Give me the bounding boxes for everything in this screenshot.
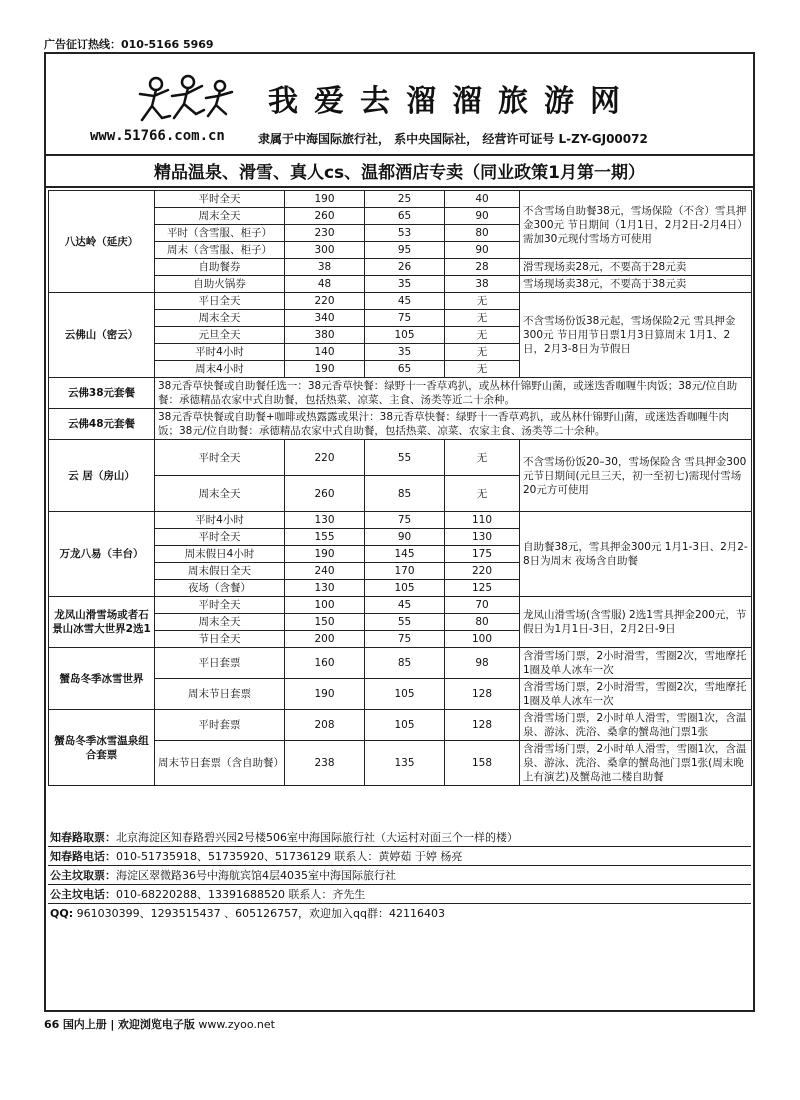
price-cell: 无 [445, 440, 520, 476]
price-cell: 90 [445, 242, 520, 259]
ticket-type: 周末全天 [155, 310, 285, 327]
price-cell: 75 [365, 512, 445, 529]
ticket-type: 平时全天 [155, 191, 285, 208]
page-number: 66 [44, 1018, 60, 1031]
price-cell: 85 [365, 476, 445, 512]
contact-label: 公主坟取票： [50, 869, 116, 882]
price-cell: 38 [445, 276, 520, 293]
table-row [49, 276, 752, 293]
price-cell: 35 [365, 344, 445, 361]
price-cell: 170 [365, 563, 445, 580]
ticket-type: 平时全天 [155, 597, 285, 614]
ticket-type: 元旦全天 [155, 327, 285, 344]
ticket-type: 自助火锅券 [155, 276, 285, 293]
price-cell: 45 [365, 597, 445, 614]
contact-label: 知春路电话： [50, 850, 116, 863]
table-row [49, 293, 752, 310]
price-cell: 105 [365, 327, 445, 344]
website-link[interactable]: www.zyoo.net [198, 1018, 275, 1031]
price-cell: 28 [445, 259, 520, 276]
price-cell: 160 [285, 648, 365, 679]
price-cell: 65 [365, 361, 445, 378]
price-cell: 155 [285, 529, 365, 546]
table-row [49, 710, 752, 741]
price-cell: 25 [365, 191, 445, 208]
price-cell: 105 [365, 679, 445, 710]
ticket-type: 平时套票 [155, 710, 285, 741]
table-row [49, 191, 752, 208]
contact-row [48, 866, 751, 885]
price-cell: 98 [445, 648, 520, 679]
table-row [49, 259, 752, 276]
running-figures-logo-icon [126, 72, 246, 134]
venue-name: 万龙八易（丰台） [49, 512, 155, 597]
ticket-type: 夜场（含餐） [155, 580, 285, 597]
price-cell: 90 [445, 208, 520, 225]
price-cell: 190 [285, 191, 365, 208]
price-cell: 90 [365, 529, 445, 546]
price-cell: 53 [365, 225, 445, 242]
ad-hotline: 广告征订热线：010-5166 5969 [44, 38, 214, 51]
table-row [49, 741, 752, 786]
ticket-type: 周末全天 [155, 476, 285, 512]
venue-name: 云佛38元套餐 [49, 378, 155, 409]
price-cell: 100 [445, 631, 520, 648]
package-description: 38元香草快餐或自助餐任选一：38元香草快餐：绿野十一香草鸡扒，或丛林什锦野山菌，或迷迭香咖喱牛肉饭；38元/位自助餐：承德精品农家中式自助餐，包括热菜、凉菜、主食、汤类等近二十余种。 [155, 378, 752, 409]
table-row [49, 597, 752, 614]
ticket-type: 平日全天 [155, 293, 285, 310]
venue-name: 八达岭（延庆） [49, 191, 155, 293]
price-cell: 35 [365, 276, 445, 293]
venue-name: 云佛48元套餐 [49, 409, 155, 440]
price-cell: 70 [445, 597, 520, 614]
price-cell: 40 [445, 191, 520, 208]
price-cell: 55 [365, 440, 445, 476]
price-cell: 48 [285, 276, 365, 293]
price-cell: 110 [445, 512, 520, 529]
table-row [49, 679, 752, 710]
price-cell: 95 [365, 242, 445, 259]
price-cell: 75 [365, 631, 445, 648]
contact-text: 北京海淀区知春路碧兴园2号楼506室中海国际旅行社（大运村对面三个一样的楼） [116, 831, 518, 844]
ticket-type: 节日全天 [155, 631, 285, 648]
price-cell: 260 [285, 476, 365, 512]
price-cell: 220 [445, 563, 520, 580]
page-footer [44, 1016, 275, 1032]
note-cell: 不含雪场自助餐38元，雪场保险（不含）雪具押金300元 节日期间（1月1日，2月2日-2月4日）需加30元现付雪场方可使用 [520, 191, 752, 259]
price-cell: 80 [445, 614, 520, 631]
price-cell: 128 [445, 710, 520, 741]
table-row [49, 409, 752, 440]
note-cell: 自助餐38元，雪具押金300元 1月1-3日、2月2-8日为周末 夜场含自助餐 [520, 512, 752, 597]
price-cell: 150 [285, 614, 365, 631]
contact-row [48, 904, 751, 923]
venue-name: 龙凤山滑雪场或者石景山冰雪大世界2选1 [49, 597, 155, 648]
ticket-type: 周末假日4小时 [155, 546, 285, 563]
package-description: 38元香草快餐或自助餐+咖啡或热露露或果汁：38元香草快餐：绿野十一香草鸡扒，或丛林什锦野山菌，或迷迭香咖喱牛肉饭；38元/位自助餐：承德精品农家中式自助餐，包括热菜、凉菜、农家主食、汤类等二十余种。 [155, 409, 752, 440]
note-cell: 含滑雪场门票，2小时单人滑雪，雪圈1次，含温泉、游泳、洗浴、桑拿的蟹岛池门票1张(周末晚上有演艺)及蟹岛池二楼自助餐 [520, 741, 752, 786]
brand-name: 我爱去溜溜旅游网 [268, 84, 636, 119]
price-cell: 135 [365, 741, 445, 786]
site-url: www.51766.com.cn [90, 128, 225, 144]
price-cell: 125 [445, 580, 520, 597]
note-cell: 雪场现场卖38元，不要高于38元卖 [520, 276, 752, 293]
price-cell: 55 [365, 614, 445, 631]
contact-label: QQ: [50, 907, 74, 920]
contact-footer [48, 828, 751, 923]
price-cell: 220 [285, 440, 365, 476]
note-cell: 含滑雪场门票，2小时单人滑雪，雪圈1次，含温泉、游泳、洗浴、桑拿的蟹岛池门票1张 [520, 710, 752, 741]
price-cell: 200 [285, 631, 365, 648]
price-cell: 220 [285, 293, 365, 310]
price-cell: 80 [445, 225, 520, 242]
ticket-type: 周末节日套票（含自助餐） [155, 741, 285, 786]
section-name: 国内上册 [62, 1018, 107, 1031]
contact-label: 公主坟电话： [50, 888, 116, 901]
ticket-type: 周末全天 [155, 614, 285, 631]
venue-name: 蟹岛冬季冰雪温泉组合套票 [49, 710, 155, 786]
price-cell: 380 [285, 327, 365, 344]
price-cell: 240 [285, 563, 365, 580]
slogan: 欢迎浏览电子版 [117, 1018, 195, 1031]
price-cell: 无 [445, 476, 520, 512]
price-cell: 130 [285, 512, 365, 529]
price-cell: 75 [365, 310, 445, 327]
table-row [49, 440, 752, 476]
ticket-type: 周末节日套票 [155, 679, 285, 710]
price-cell: 45 [365, 293, 445, 310]
price-cell: 105 [365, 710, 445, 741]
note-cell: 不含雪场份饭20–30，雪场保险含 雪具押金300元节日期间(元旦三天，初一至初七)需现付雪场20元方可使用 [520, 440, 752, 512]
page-frame [44, 52, 755, 1012]
note-cell: 滑雪现场卖28元，不要高于28元卖 [520, 259, 752, 276]
venue-name: 蟹岛冬季冰雪世界 [49, 648, 155, 710]
ticket-type: 周末4小时 [155, 361, 285, 378]
price-cell: 238 [285, 741, 365, 786]
price-cell: 85 [365, 648, 445, 679]
price-cell: 340 [285, 310, 365, 327]
price-cell: 无 [445, 344, 520, 361]
ticket-type: 周末全天 [155, 208, 285, 225]
price-cell: 208 [285, 710, 365, 741]
table-row [49, 378, 752, 409]
venue-name: 云佛山（密云） [49, 293, 155, 378]
affiliation-text: 隶属于中海国际旅行社， 系中央国际社， 经营许可证号 L-ZY-GJ00072 [258, 132, 648, 146]
ticket-type: 周末假日全天 [155, 563, 285, 580]
contact-row [48, 885, 751, 904]
price-cell: 190 [285, 679, 365, 710]
header [46, 54, 753, 156]
price-cell: 38 [285, 259, 365, 276]
price-cell: 无 [445, 310, 520, 327]
table-row [49, 648, 752, 679]
price-cell: 130 [445, 529, 520, 546]
ticket-type: 平时全天 [155, 529, 285, 546]
ticket-type: 平时全天 [155, 440, 285, 476]
note-cell: 含滑雪场门票，2小时滑雪，雪圈2次，雪地摩托1圈及单人冰车一次 [520, 679, 752, 710]
contact-text: 961030399、1293515437 、605126757，欢迎加入qq群：42116403 [73, 907, 446, 920]
note-cell: 不含雪场份饭38元起，雪场保险2元 雪具押金300元 节日用节日票1月3日算周末 1月1、2日，2月3-8日为节假日 [520, 293, 752, 378]
contact-text: 海淀区翠微路36号中海航宾馆4层4035室中海国际旅行社 [116, 869, 396, 882]
price-cell: 105 [365, 580, 445, 597]
ticket-type: 平时（含雪服、柜子） [155, 225, 285, 242]
note-cell: 含滑雪场门票，2小时滑雪，雪圈2次，雪地摩托1圈及单人冰车一次 [520, 648, 752, 679]
contact-label: 知春路取票： [50, 831, 116, 844]
contact-row [48, 847, 751, 866]
price-table [48, 190, 752, 786]
price-cell: 145 [365, 546, 445, 563]
price-cell: 无 [445, 361, 520, 378]
price-cell: 100 [285, 597, 365, 614]
separator: | [110, 1018, 115, 1031]
price-cell: 140 [285, 344, 365, 361]
price-cell: 190 [285, 546, 365, 563]
ticket-type: 周末（含雪服、柜子） [155, 242, 285, 259]
note-cell: 龙凤山滑雪场(含雪服) 2选1雪具押金200元，节假日为1月1日-3日，2月2日-9日 [520, 597, 752, 648]
ticket-type: 平时4小时 [155, 344, 285, 361]
contact-text: 010-51735918、51735920、51736129 联系人：黄婷茹 于婷 杨亮 [116, 850, 463, 863]
price-cell: 65 [365, 208, 445, 225]
price-cell: 130 [285, 580, 365, 597]
price-cell: 158 [445, 741, 520, 786]
price-cell: 无 [445, 327, 520, 344]
price-cell: 230 [285, 225, 365, 242]
contact-row [48, 828, 751, 847]
venue-name: 云 居（房山） [49, 440, 155, 512]
price-cell: 175 [445, 546, 520, 563]
price-cell: 26 [365, 259, 445, 276]
price-cell: 260 [285, 208, 365, 225]
price-cell: 无 [445, 293, 520, 310]
price-cell: 128 [445, 679, 520, 710]
ticket-type: 自助餐券 [155, 259, 285, 276]
contact-text: 010-68220288、13391688520 联系人：齐先生 [116, 888, 366, 901]
price-cell: 300 [285, 242, 365, 259]
ticket-type: 平日套票 [155, 648, 285, 679]
price-cell: 190 [285, 361, 365, 378]
table-row [49, 512, 752, 529]
page-title: 精品温泉、滑雪、真人cs、温都酒店专卖（同业政策1月第一期） [46, 158, 753, 188]
ticket-type: 平时4小时 [155, 512, 285, 529]
